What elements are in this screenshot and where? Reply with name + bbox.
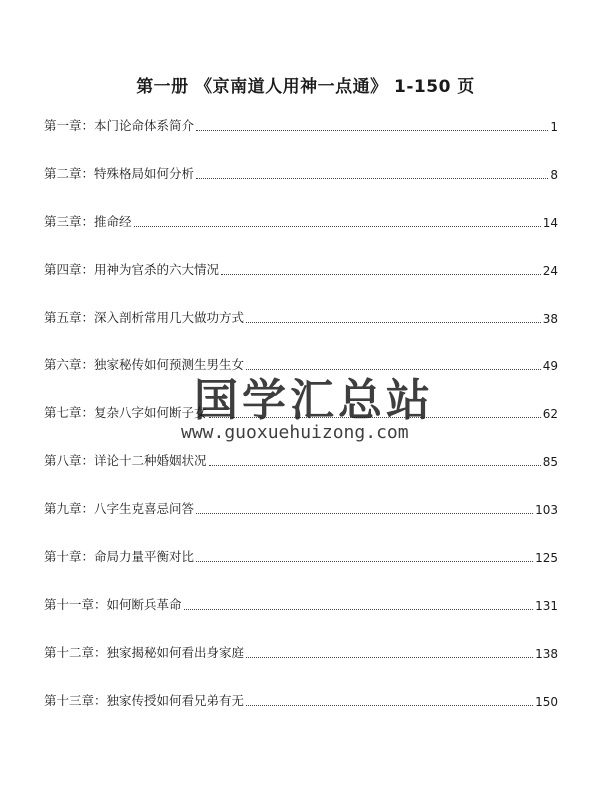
toc-chapter-number: 第一章： — [44, 118, 95, 133]
page-title: 第一册 《京南道人用神一点通》 1-150 页 — [136, 77, 475, 97]
toc-page-number: 85 — [542, 455, 558, 470]
toc-chapter-number: 第十三章： — [44, 692, 107, 708]
toc-chapter-title: 推命经 — [94, 213, 132, 229]
toc-chapter-title: 用神为官杀的六大情况 — [94, 261, 220, 277]
toc-entry — [44, 230, 558, 278]
toc-page-number: 49 — [542, 359, 558, 374]
dot-leader — [221, 274, 541, 275]
toc-chapter-title: 独家揭秘如何看出身家庭 — [106, 644, 245, 660]
toc-entry — [44, 134, 558, 182]
toc-chapter-number: 第八章： — [44, 453, 95, 469]
toc-page-number: 62 — [542, 407, 558, 422]
toc-entry — [44, 278, 558, 326]
toc-entry — [44, 661, 558, 709]
dot-leader — [209, 465, 541, 466]
dot-leader — [196, 178, 548, 179]
toc-page-number: 38 — [542, 311, 558, 326]
toc-entry — [44, 613, 558, 661]
toc-chapter-title: 独家秘传如何预测生男生女 — [94, 357, 245, 373]
toc-page-number: 150 — [535, 694, 558, 709]
toc-chapter-title: 命局力量平衡对比 — [94, 549, 195, 565]
toc-chapter-title: 如何断兵革命 — [106, 596, 182, 612]
toc-entry — [44, 182, 558, 230]
toc-page-number: 8 — [550, 167, 558, 182]
toc-page-number: 125 — [535, 551, 558, 566]
toc-page-number: 14 — [542, 215, 558, 230]
toc-chapter-number: 第二章： — [44, 165, 95, 181]
toc-chapter-title: 独家传授如何看兄弟有无 — [106, 692, 245, 708]
toc-chapter-title: 详论十二种婚姻状况 — [94, 453, 207, 469]
toc-entry — [44, 469, 558, 517]
toc-chapter-number: 第十一章： — [44, 596, 107, 612]
toc-page-number: 138 — [535, 646, 558, 661]
dot-leader — [246, 705, 533, 706]
dot-leader — [196, 130, 548, 131]
toc-page-number: 24 — [542, 263, 558, 278]
dot-leader — [246, 322, 541, 323]
watermark-logo-text: 国学汇总站 — [194, 375, 434, 426]
toc-page-number: 1 — [550, 120, 558, 134]
dot-leader — [134, 226, 541, 227]
dot-leader — [246, 657, 533, 658]
toc-chapter-title: 深入剖析常用几大做功方式 — [94, 309, 245, 325]
toc-entry — [44, 565, 558, 613]
toc-entry — [44, 517, 558, 565]
toc-chapter-title: 本门论命体系简介 — [94, 118, 195, 133]
toc-entry — [44, 116, 558, 134]
toc-chapter-title: 复杂八字如何断子女 — [94, 405, 207, 421]
toc-page-number: 103 — [535, 503, 558, 518]
toc-chapter-title: 特殊格局如何分析 — [94, 165, 195, 181]
toc-chapter-number: 第三章： — [44, 213, 95, 229]
toc-chapter-number: 第十二章： — [44, 644, 107, 660]
toc-chapter-number: 第十章： — [44, 549, 95, 565]
toc-chapter-number: 第四章： — [44, 261, 95, 277]
dot-leader — [196, 513, 533, 514]
toc-chapter-number: 第五章： — [44, 309, 95, 325]
toc-page-number: 131 — [535, 598, 558, 613]
toc-chapter-number: 第七章： — [44, 405, 95, 421]
toc-chapter-title: 八字生克喜忌问答 — [94, 501, 195, 517]
toc-chapter-number: 第六章： — [44, 357, 95, 373]
dot-leader — [184, 609, 534, 610]
watermark-url: www.guoxuehuizong.com — [181, 422, 409, 443]
dot-leader — [196, 561, 533, 562]
toc-chapter-number: 第九章： — [44, 501, 95, 517]
